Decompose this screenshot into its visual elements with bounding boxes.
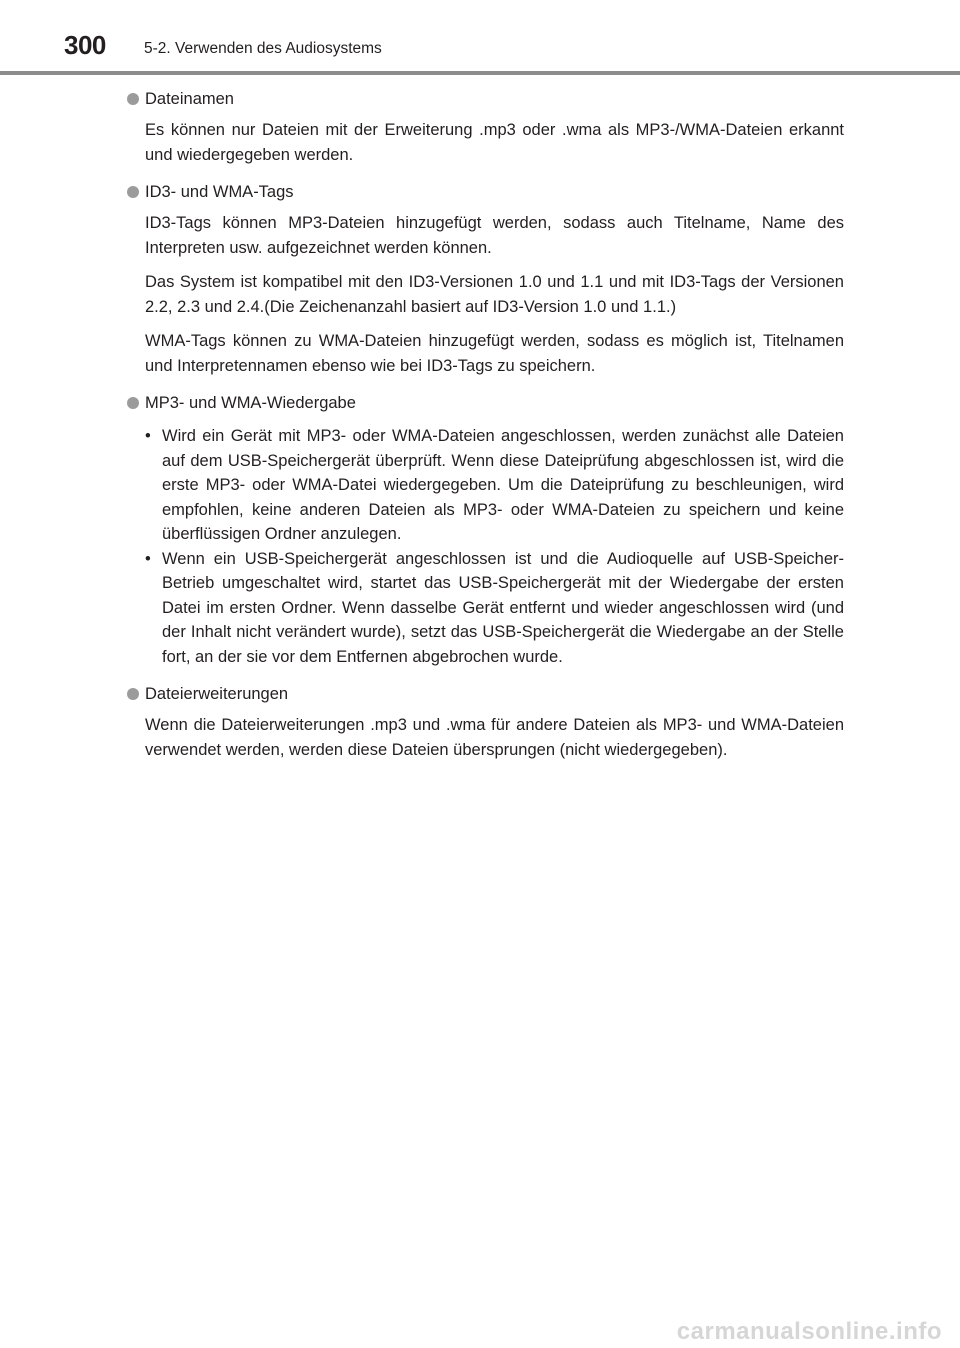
- entry-mp3-wma-wiedergabe: [0, 390, 960, 669]
- bullet-dot-icon: [127, 93, 139, 105]
- page-number: 300: [64, 30, 106, 60]
- list-item-text: Wenn ein USB-Speichergerät angeschlossen ist und die Audioquelle auf USB-Speicher-Betrieb umgeschaltet wird, startet das USB-Speichergerät mit der Wiedergabe der ersten Datei im ersten Ordner. Wenn dasselbe Gerät entfernt und wieder angeschlossen wird (und der Inhalt nicht verändert wurde), setzt das USB-Speichergerät die Wiedergabe an der Stelle fort, an der sie vor dem Entfernen abgebrochen wurde.: [162, 549, 844, 666]
- watermark: carmanualsonline.info: [676, 1318, 942, 1345]
- entry-heading-text: Dateierweiterungen: [145, 685, 289, 703]
- paragraph: Das System ist kompatibel mit den ID3-Versionen 1.0 und 1.1 und mit ID3-Tags der Versionen 2.2, 2.3 und 2.4.(Die Zeichenanzahl basiert auf ID3-Version 1.0 und 1.1.): [145, 273, 844, 316]
- entry-heading-text: Dateinamen: [145, 90, 234, 108]
- entry-heading: [0, 681, 960, 707]
- bullet-dot-icon: [127, 397, 139, 409]
- paragraph: Wenn die Dateierweiterungen .mp3 und .wma für andere Dateien als MP3- und WMA-Dateien verwendet werden, werden diese Dateien übersprungen (nicht wiedergegeben).: [145, 716, 844, 759]
- paragraph: WMA-Tags können zu WMA-Dateien hinzugefügt werden, sodass es möglich ist, Titelnamen und Interpretennamen ebenso wie bei ID3-Tags zu speichern.: [145, 332, 844, 375]
- entry-dateinamen: [0, 86, 960, 167]
- list-item: [0, 424, 960, 547]
- entry-heading-text: ID3- und WMA-Tags: [145, 183, 294, 201]
- bullet-dot-icon: [127, 688, 139, 700]
- paragraph: ID3-Tags können MP3-Dateien hinzugefügt werden, sodass auch Titelname, Name des Interpreten usw. aufgezeichnet werden können.: [145, 214, 844, 257]
- entry-heading: [0, 179, 960, 205]
- list-marker: •: [145, 427, 151, 445]
- list-item: [0, 547, 960, 670]
- page-content: [0, 86, 960, 774]
- entry-id3-wma-tags: [0, 179, 960, 378]
- bullet-list: [0, 424, 960, 669]
- entry-dateierweiterungen: [0, 681, 960, 762]
- list-item-text: Wird ein Gerät mit MP3- oder WMA-Dateien angeschlossen, werden zunächst alle Dateien auf dem USB-Speichergerät überprüft. Wenn diese Dateiprüfung abgeschlossen ist, wird die erste MP3- oder WMA-Datei wiedergegeben. Um die Dateiprüfung zu beschleunigen, wird empfohlen, keine anderen Dateien als MP3- oder WMA-Dateien zu speichern und keine überflüssigen Ordner anzulegen.: [162, 427, 844, 543]
- paragraph: Es können nur Dateien mit der Erweiterung .mp3 oder .wma als MP3-/WMA-Dateien erkannt und wiedergegeben werden.: [145, 121, 844, 164]
- entry-heading-text: MP3- und WMA-Wiedergabe: [145, 394, 356, 412]
- entry-heading: [0, 390, 960, 416]
- page-header: [0, 0, 960, 78]
- entry-heading: [0, 86, 960, 112]
- list-marker: •: [145, 549, 151, 568]
- bullet-dot-icon: [127, 186, 139, 198]
- section-title: 5-2. Verwenden des Audiosystems: [144, 40, 382, 57]
- header-divider: [0, 71, 960, 75]
